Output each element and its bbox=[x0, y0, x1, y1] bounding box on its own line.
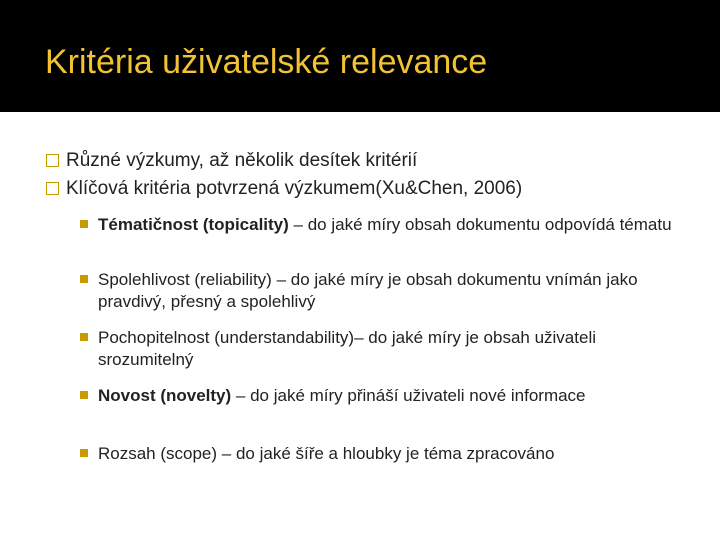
sub-bullet-text bbox=[98, 385, 680, 407]
title-bar bbox=[0, 0, 720, 112]
sub-bullet-item bbox=[80, 269, 680, 313]
sub-bullet-description: Spolehlivost (reliability) – do jaké míry je obsah dokumentu vnímán jako pravdivý, přesný a spolehlivý bbox=[98, 270, 638, 311]
sub-bullet-item bbox=[80, 327, 680, 371]
slide-title: Kritéria uživatelské relevance bbox=[45, 43, 488, 81]
sub-bullet-text bbox=[98, 214, 680, 236]
sub-bullet-term: Tématičnost (topicality) bbox=[98, 215, 289, 234]
square-bullet-icon bbox=[80, 391, 88, 399]
sub-bullet-text bbox=[98, 269, 680, 313]
bullet-text: Klíčová kritéria potvrzená výzkumem(Xu&Chen, 2006) bbox=[66, 178, 523, 199]
bullet-item bbox=[46, 149, 417, 173]
bullet-item bbox=[46, 177, 522, 201]
sub-bullet-description: – do jaké míry přináší uživateli nové informace bbox=[231, 386, 586, 405]
slide-content bbox=[0, 112, 720, 540]
square-bullet-icon bbox=[80, 275, 88, 283]
square-bullet-icon bbox=[80, 220, 88, 228]
bullet-text: Různé výzkumy, až několik desítek kritérií bbox=[66, 150, 418, 171]
sub-bullet-term: Novost (novelty) bbox=[98, 386, 232, 405]
sub-bullet-description: Rozsah (scope) – do jaké šíře a hloubky je téma zpracováno bbox=[98, 444, 555, 463]
sub-bullet-item bbox=[80, 214, 680, 236]
sub-bullet-item bbox=[80, 443, 680, 465]
square-bullet-icon bbox=[80, 333, 88, 341]
sub-bullet-text bbox=[98, 327, 680, 371]
square-bullet-icon bbox=[80, 449, 88, 457]
sub-bullet-item bbox=[80, 385, 680, 407]
sub-bullet-description: – do jaké míry obsah dokumentu odpovídá tématu bbox=[288, 215, 672, 234]
checkbox-bullet-icon bbox=[46, 154, 59, 167]
sub-bullet-description: Pochopitelnost (understandability)– do jaké míry je obsah uživateli srozumitelný bbox=[98, 328, 596, 369]
checkbox-bullet-icon bbox=[46, 182, 59, 195]
sub-bullet-text bbox=[98, 443, 680, 465]
